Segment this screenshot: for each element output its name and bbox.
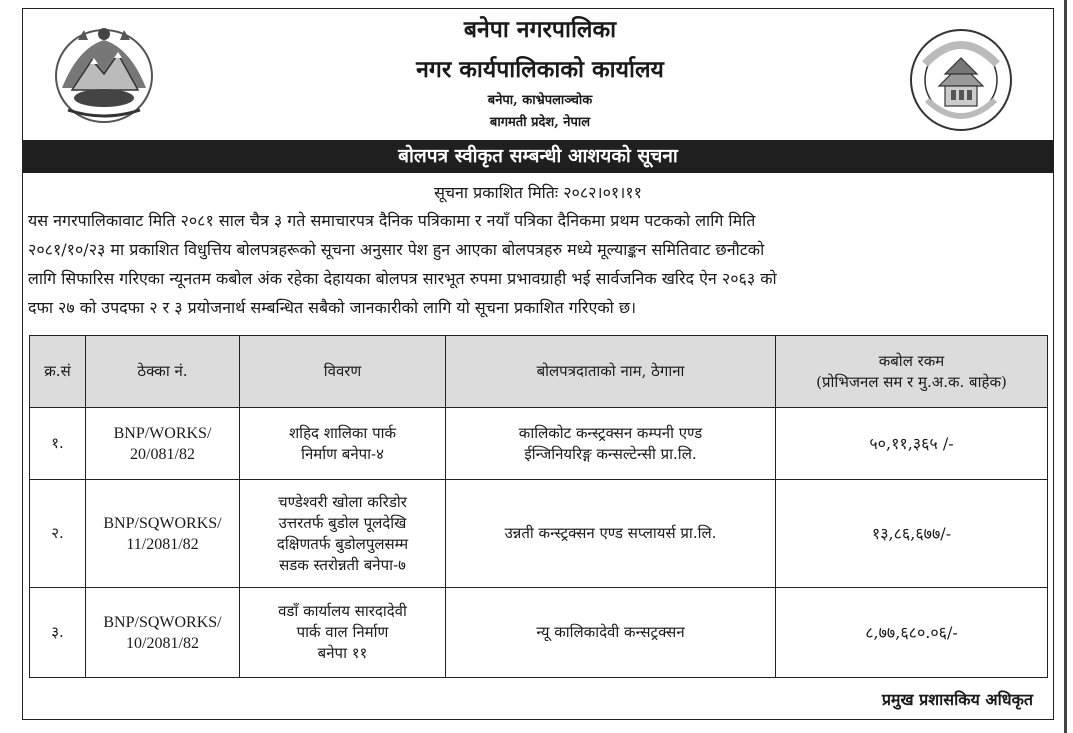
notice-title-banner: बोलपत्र स्वीकृत सम्बन्धी आशयको सूचना: [23, 140, 1053, 173]
cell-contract-no: [86, 588, 240, 678]
cell-contract-no: [86, 480, 240, 588]
signatory-title: प्रमुख प्रशासकिय अधिकृत: [881, 690, 1033, 709]
bidder-line: ईन्जिनियरिङ्ग कन्सल्टेन्सी प्रा.लि.: [524, 444, 697, 463]
cell-amount: ५०,११,३६५ /-: [776, 408, 1048, 480]
contract-no-line: BNP/WORKS/: [113, 424, 212, 442]
header-bidder: बोलपत्रदाताको नाम, ठेगाना: [446, 336, 776, 408]
cell-description: [240, 408, 446, 480]
table-row: [30, 588, 1048, 678]
cell-amount: ८,७७,६८०.०६/-: [776, 588, 1048, 678]
cell-sn: १.: [30, 408, 86, 480]
contract-no-line: 20/081/82: [130, 445, 195, 463]
office-name: नगर कार्यपालिकाको कार्यालय: [416, 56, 664, 83]
header-amount-note: (प्रोभिजनल सम र मु.अ.क. बाहेक): [816, 372, 1007, 391]
banepa-municipality-seal-icon: [905, 24, 1017, 136]
description-line: उत्तरतर्फ बुडोल पूलदेखि: [278, 513, 407, 532]
nepal-government-emblem-icon: [48, 18, 160, 130]
bidder-line: न्यू कालिकादेवी कन्सट्रक्सन: [536, 623, 685, 641]
header-description: विवरण: [240, 336, 446, 408]
cell-contract-no: [86, 408, 240, 480]
cell-bidder: [446, 480, 776, 588]
description-line: वडाँ कार्यालय सारदादेवी: [278, 602, 407, 620]
cell-description: [240, 588, 446, 678]
office-province: बागमती प्रदेश, नेपाल: [489, 115, 591, 130]
description-line: बनेपा ११: [317, 644, 368, 662]
description-line: चण्डेश्वरी खोला करिडोर: [278, 492, 407, 511]
description-line: शहिद शालिका पार्क: [288, 423, 397, 442]
publication-date: सूचना प्रकाशित मितिः २०८२।०१।११: [434, 183, 642, 202]
body-text-line: २०८१/१०/२३ मा प्रकाशित विधुत्तिय बोलपत्रहरूको सूचना अनुसार पेश हुन आएका बोलपत्रहरु मध्ये मूल्याङ्कन समितिवाट छनौटको: [28, 240, 765, 259]
bidder-line: कालिकोट कन्स्ट्रक्सन कम्पनी एण्ड: [518, 423, 703, 442]
office-address: बनेपा, काभ्रेपलाञ्चोक: [487, 93, 593, 108]
cell-bidder: [446, 588, 776, 678]
table-header-row: [30, 336, 1048, 408]
body-text-line: दफा २७ को उपदफा २ र ३ प्रयोजनार्थ सम्बन्धित सबैको जानकारीको लागि यो सूचना प्रकाशित गरिएको छ।: [28, 298, 637, 317]
description-line: सडक स्तरोन्नती बनेपा-७: [279, 555, 406, 574]
cell-amount: १३,८६,६७७/-: [776, 480, 1048, 588]
contract-no-line: 11/2081/82: [126, 535, 199, 553]
cell-description: [240, 480, 446, 588]
description-line: दक्षिणतर्फ बुडोलपुलसम्म: [276, 534, 409, 553]
municipality-name: बनेपा नगरपालिका: [463, 16, 617, 43]
table-row: [30, 480, 1048, 588]
header-contract-no: ठेक्का नं.: [86, 336, 240, 408]
accepted-bids-table: [29, 335, 1048, 678]
cell-sn: २.: [30, 480, 86, 588]
contract-no-line: BNP/SQWORKS/: [103, 514, 222, 532]
cell-bidder: [446, 408, 776, 480]
page-edge-rule: [1064, 0, 1067, 733]
description-line: पार्क वाल निर्माण: [296, 623, 389, 641]
cell-sn: ३.: [30, 588, 86, 678]
header-amount: [776, 336, 1048, 408]
table-row: [30, 408, 1048, 480]
header-sn: क्र.सं: [30, 336, 86, 408]
body-text-line: यस नगरपालिकावाट मिति २०८१ साल चैत्र ३ गते समाचारपत्र दैनिक पत्रिकामा र नयाँ पत्रिका दैनिकमा प्रथम पटकको लागि मिति: [28, 211, 756, 230]
bidder-line: उन्नती कन्स्ट्रक्सन एण्ड सप्लायर्स प्रा.लि.: [504, 524, 717, 542]
header-amount-title: कबोल रकम: [878, 351, 945, 370]
contract-no-line: 10/2081/82: [126, 634, 199, 652]
description-line: निर्माण बनेपा-४: [301, 444, 384, 463]
contract-no-line: BNP/SQWORKS/: [103, 613, 222, 631]
body-text-line: लागि सिफारिस गरिएका न्यूनतम कबोल अंक रहेका देहायका बोलपत्र सारभूत रुपमा प्रभावग्राही भई सार्वजनिक खरिद ऐन २०६३ को: [28, 269, 777, 288]
